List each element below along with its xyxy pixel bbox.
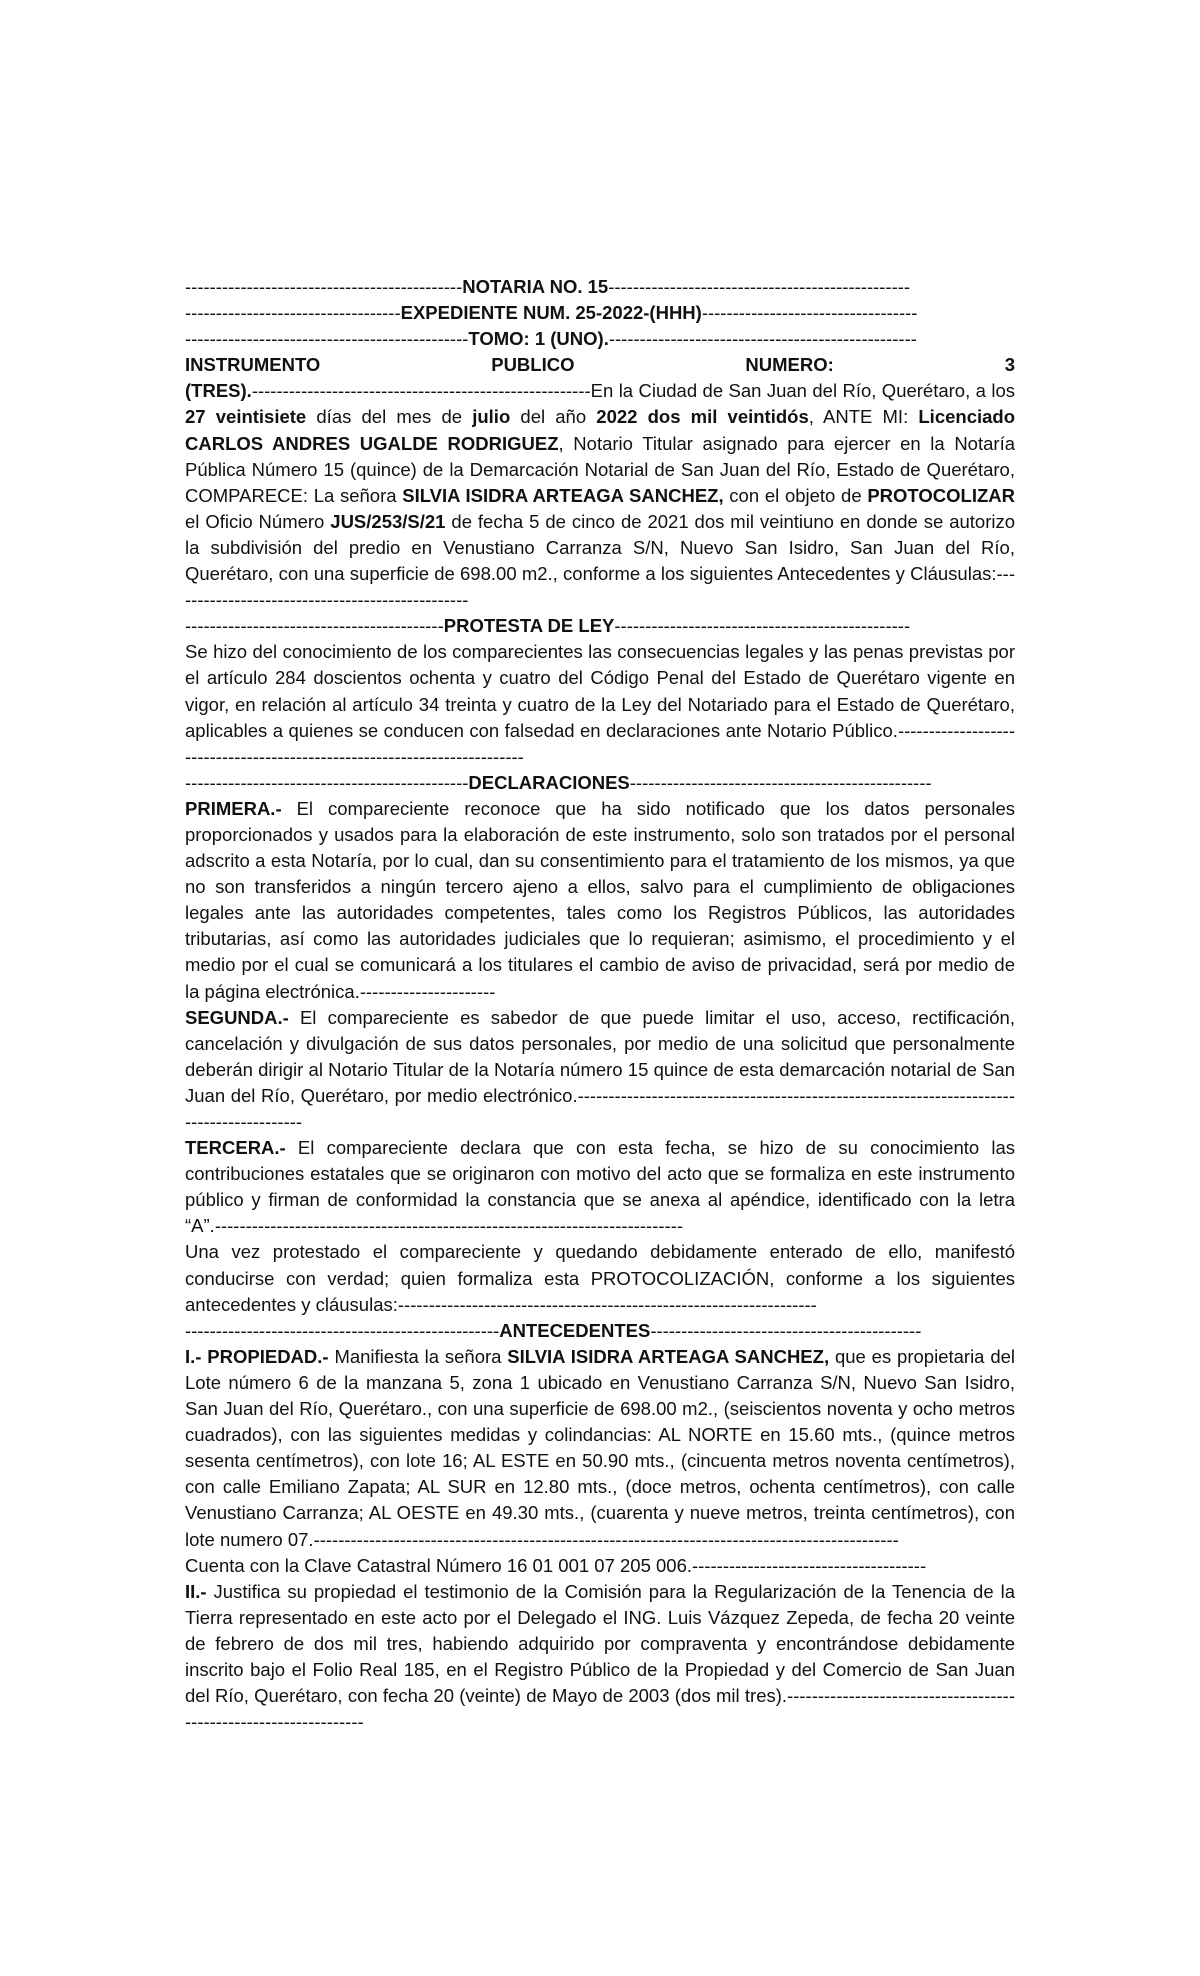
clave-catastral-paragraph: Cuenta con la Clave Catastral Número 16 01 001 07 205 006.-------------------------------------- xyxy=(185,1554,927,1576)
instrumento-word-3: NUMERO: xyxy=(745,354,834,376)
protesta-heading-line: ------------------------------------------PROTESTA DE LEY------------------------------------------------ xyxy=(185,615,911,637)
primera-label: PRIMERA.- xyxy=(185,797,282,819)
segunda-paragraph: SEGUNDA.- El compareciente es sabedor de que puede limitar el uso, acceso, rectificación, cancelación y divulgación de sus datos personales, por medio de una solicitud que personalmente deberán dirigir al Notario Titular de la Notaría número 15 quince de esta demarcación notarial de San Juan del Río, Querétaro, por medio electrónico.------------------------------------------------------------------------------------------ xyxy=(185,1006,1015,1132)
instrumento-tail: (TRES). xyxy=(185,380,252,402)
instrumento-word-4: 3 xyxy=(1004,354,1015,376)
expediente-heading: EXPEDIENTE NUM. 25-2022-(HHH) xyxy=(400,302,702,324)
antecedente-i-label: I.- PROPIEDAD.- xyxy=(185,1345,329,1367)
notaria-heading-line: ---------------------------------------------NOTARIA NO. 15------------------------------------------------- xyxy=(185,276,911,297)
segunda-label: SEGUNDA.- xyxy=(185,1006,289,1028)
intro-paragraph: (TRES).-------------------------------------------------------En la Ciudad de San Juan del Río, Querétaro, a los 27 veintisiete días del mes de julio del año 2022 dos mil veintidós, ANTE MI: Licenciado CARLOS ANDRES UGALDE RODRIGUEZ, Notario Titular asignado para ejercer en la Notaría Pública Número 15 (quince) de la Demarcación Notarial de San Juan del Río, Estado de Querétaro, COMPARECE: La señora SILVIA ISIDRA ARTEAGA SANCHEZ, con el objeto de PROTOCOLIZAR el Oficio Número JUS/253/S/21 de fecha 5 de cinco de 2021 dos mil veintiuno en donde se autorizo la subdivisión del predio en Venustiano Carranza S/N, Nuevo San Isidro, San Juan del Río, Querétaro, con una superficie de 698.00 m2., conforme a los siguientes Antecedentes y Cláusulas:------------------------------------------------- xyxy=(185,380,1016,611)
declaraciones-heading-line: ----------------------------------------------DECLARACIONES------------------------------------------------- xyxy=(185,771,932,793)
instrumento-heading xyxy=(185,352,1015,378)
expediente-heading-line: -----------------------------------EXPEDIENTE NUM. 25-2022-(HHH)----------------------------------- xyxy=(185,302,918,324)
protesta-heading: PROTESTA DE LEY xyxy=(443,615,615,637)
tercera-label: TERCERA.- xyxy=(185,1137,286,1159)
notarial-document xyxy=(185,274,1015,1735)
antecedentes-heading-line: ---------------------------------------------------ANTECEDENTES-------------------------------------------- xyxy=(185,1319,922,1341)
instrumento-word-2: PUBLICO xyxy=(491,354,575,376)
antecedentes-heading: ANTECEDENTES xyxy=(499,1319,651,1341)
protesta-paragraph: Se hizo del conocimiento de los comparecientes las consecuencias legales y las penas previstas por el artículo 284 doscientos ochenta y cuatro del Código Penal del Estado de Querétaro vigente en vigor, en relación al artículo 34 treinta y cuatro de la Ley del Notariado para el Estado de Querétaro, aplicables a quienes se conducen con falsedad en declaraciones ante Notario Público.-------------------------------------------------------------------------- xyxy=(185,641,1015,767)
antecedente-ii-label: II.- xyxy=(185,1580,207,1602)
antecedente-ii-paragraph: II.- Justifica su propiedad el testimonio de la Comisión para la Regularización de la Tenencia de la Tierra representado en este acto por el Delegado el ING. Luis Vázquez Zepeda, de fecha 20 veinte de febrero de dos mil tres, habiendo adquirido por compraventa y encontrándose debidamente inscrito bajo el Folio Real 185, en el Registro Público de la Propiedad y del Comercio de San Juan del Río, Querétaro, con fecha 20 (veinte) de Mayo de 2003 (dos mil tres).------------------------------------------------------------------ xyxy=(185,1580,1015,1733)
cierre-paragraph: Una vez protestado el compareciente y quedando debidamente enterado de ello, manifestó conducirse con verdad; quien formaliza esta PROTOCOLIZACIÓN, conforme a los siguientes antecedentes y cláusulas:-------------------------------------------------------------------- xyxy=(185,1241,1015,1315)
antecedente-i-paragraph: I.- PROPIEDAD.- Manifiesta la señora SILVIA ISIDRA ARTEAGA SANCHEZ, que es propietaria del Lote número 6 de la manzana 5, zona 1 ubicado en Venustiano Carranza S/N, Nuevo San Isidro, San Juan del Río, Querétaro., con una superficie de 698.00 m2., (seiscientos noventa y ocho metros cuadrados), con las siguientes medidas y colindancias: AL NORTE en 15.60 mts., (quince metros sesenta centímetros), con lote 16; AL ESTE en 50.90 mts., (cincuenta metros noventa centímetros), con calle Emiliano Zapata; AL SUR en 12.80 mts., (doce metros, ochenta centímetros), con calle Venustiano Carranza; AL OESTE en 49.30 mts., (cuarenta y nueve metros, treinta centímetros), con lote numero 07.----------------------------------------------------------------------------------------------- xyxy=(185,1345,1016,1550)
notaria-heading: NOTARIA NO. 15 xyxy=(462,276,609,297)
tomo-heading-line: ----------------------------------------------TOMO: 1 (UNO).-------------------------------------------------- xyxy=(185,328,917,350)
tercera-paragraph: TERCERA.- El compareciente declara que con esta fecha, se hizo de su conocimiento las contribuciones estatales que se originaron con motivo del acto que se formaliza en este instrumento público y firman de conformidad la constancia que se anexa al apéndice, identificado con la letra “A”.---------------------------------------------------------------------------- xyxy=(185,1137,1015,1237)
declaraciones-heading: DECLARACIONES xyxy=(468,771,630,793)
primera-paragraph: PRIMERA.- El compareciente reconoce que ha sido notificado que los datos personales proporcionados y usados para la elaboración de este instrumento, solo son tratados por el personal adscrito a esta Notaría, por lo cual, dan su consentimiento para el tratamiento de los mismos, ya que no son transferidos a ningún tercero ajeno a ellos, salvo para el cumplimiento de obligaciones legales ante las autoridades competentes, tales como los Registros Públicos, las autoridades tributarias, así como las autoridades judiciales que lo requieran; asimismo, el procedimiento y el medio por el cual se comunicará a los titulares el cambio de aviso de privacidad, será por medio de la página electrónica.---------------------- xyxy=(185,797,1015,1002)
instrumento-word-1: INSTRUMENTO xyxy=(185,354,321,376)
tomo-heading: TOMO: 1 (UNO). xyxy=(468,328,609,350)
